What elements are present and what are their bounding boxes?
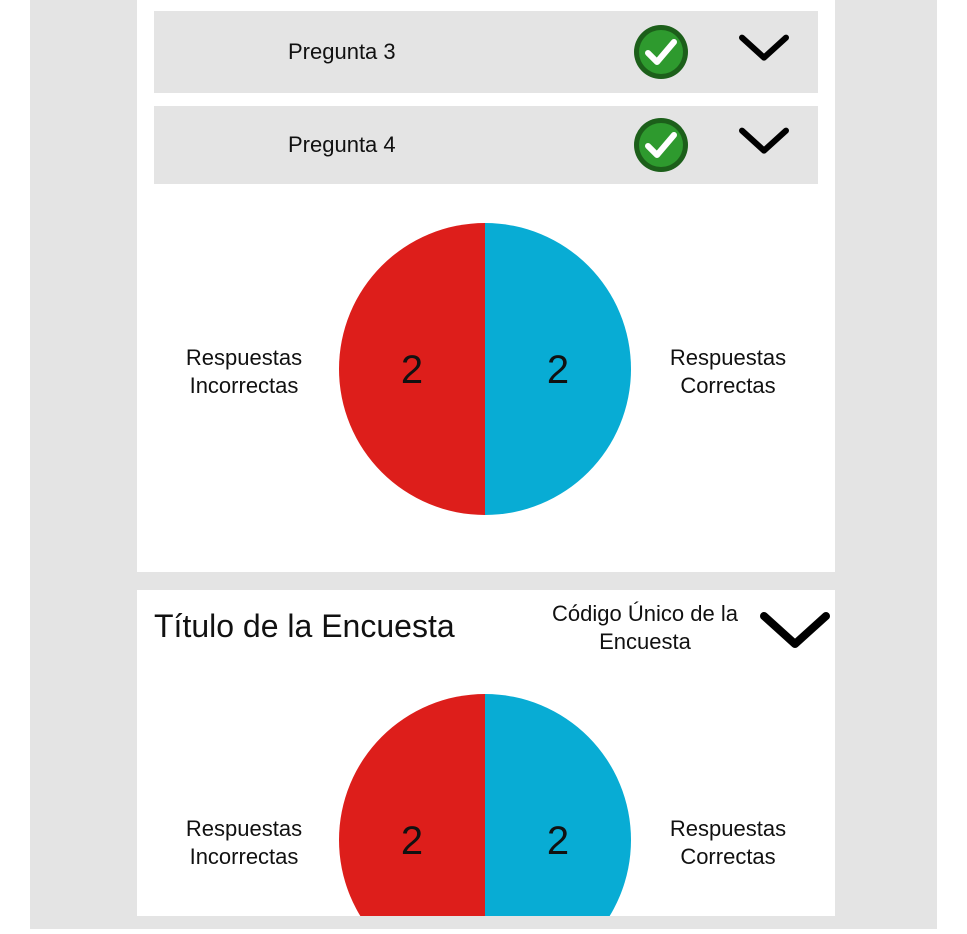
results-pie-chart [338,224,632,514]
survey-chart-block [137,695,835,916]
survey-title: Título de la Encuesta [154,608,455,644]
question-row[interactable] [154,11,818,93]
page-background [30,0,937,929]
correct-answers-label: Respuestas Correctas [669,816,787,869]
question-label: Pregunta 3 [288,39,396,64]
chevron-down-icon[interactable] [738,32,790,66]
question-label: Pregunta 4 [288,132,396,157]
quiz-results-card [137,0,835,572]
check-icon [633,117,689,173]
incorrect-answers-label: Respuestas Incorrectas [185,816,303,869]
check-icon [633,24,689,80]
chevron-down-icon[interactable] [759,608,831,652]
survey-code: Código Único de la Encuesta [552,601,738,654]
incorrect-answers-label: Respuestas Incorrectas [185,345,303,398]
results-chart-block [137,224,835,514]
correct-answers-label: Respuestas Correctas [669,345,787,398]
survey-pie-chart [338,695,632,916]
survey-card [137,590,835,916]
pie-value-label-incorrect: 2 [400,819,424,863]
pie-slice-incorrect [339,694,485,916]
question-row[interactable] [154,106,818,184]
pie-slice-correct [485,694,631,916]
chevron-down-icon[interactable] [738,125,790,159]
pie-value-label-correct: 2 [546,348,570,392]
pie-value-label-incorrect: 2 [400,348,424,392]
pie-value-label-correct: 2 [546,819,570,863]
